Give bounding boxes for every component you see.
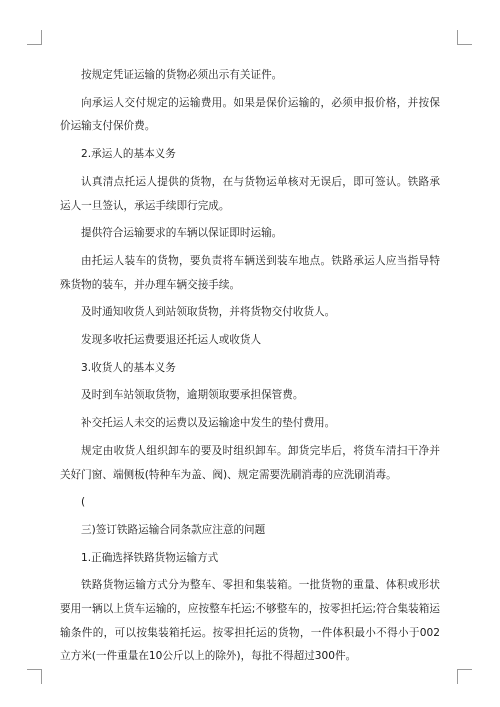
crop-mark-top-left: [27, 30, 42, 45]
crop-mark-bottom-left: [27, 669, 42, 684]
paragraph-transport-modes: 铁路货物运输方式分为整车、零担和集装箱。一批货物的重量、体积或形状要用一辆以上货车运输的，应按整车托运;不够整车的，按零担托运;符合集装箱运输条件的，可以按集装箱托运。按零担托运的货物，一件体积最小不得小于002立方米(一件重量在10公斤以上的除外)，每批不得超过300件。: [60, 579, 440, 663]
heading-contract-issues: 三)签订铁路运输合同条款应注意的问题: [81, 523, 266, 536]
crop-mark-bottom-right: [457, 669, 472, 684]
crop-mark-top-right: [457, 30, 472, 45]
heading-transport-method: 1.正确选择铁路货物运输方式: [81, 551, 219, 564]
paragraph-pay-fees: 补交托运人未交的运费以及运输途中发生的垫付费用。: [81, 417, 336, 430]
paragraph-pickup: 及时到车站领取货物，逾期领取要承担保管费。: [81, 389, 304, 402]
paragraph-refund: 发现多收托运费要退还托运人或收货人: [81, 334, 262, 347]
paragraph-provide-vehicles: 提供符合运输要求的车辆以保证即时运输。: [81, 227, 283, 240]
heading-consignee-obligations: 3.收货人的基本义务: [81, 361, 176, 374]
paragraph-notify-consignee: 及时通知收货人到站领取货物，并将货物交付收货人。: [81, 306, 336, 319]
document-body: [60, 64, 440, 669]
heading-carrier-obligations: 2.承运人的基本义务: [81, 148, 176, 161]
paragraph-unloading: 规定由收货人组织卸车的要及时组织卸车。卸货完毕后，将货车清扫干净并关好门窗、端侧板(特种车为盖、阀)、规定需要洗刷消毒的应洗刷消毒。: [60, 444, 440, 481]
paragraph-check-goods: 认真清点托运人提供的货物，在与货物运单核对无误后，即可签认。铁路承运人一旦签认，承运手续即行完成。: [60, 175, 440, 212]
paragraph-freight-fees: 向承运人交付规定的运输费用。如果是保价运输的，必须申报价格，并按保价运输支付保价费。: [60, 96, 440, 133]
paragraph-certificates: 按规定凭证运输的货物必须出示有关证件。: [81, 69, 283, 81]
paragraph-bracket: (: [81, 496, 86, 509]
paragraph-loading: 由托运人装车的货物，要负责将车辆送到装车地点。铁路承运人应当指导特殊货物的装车，并办理车辆交接手续。: [60, 254, 440, 291]
